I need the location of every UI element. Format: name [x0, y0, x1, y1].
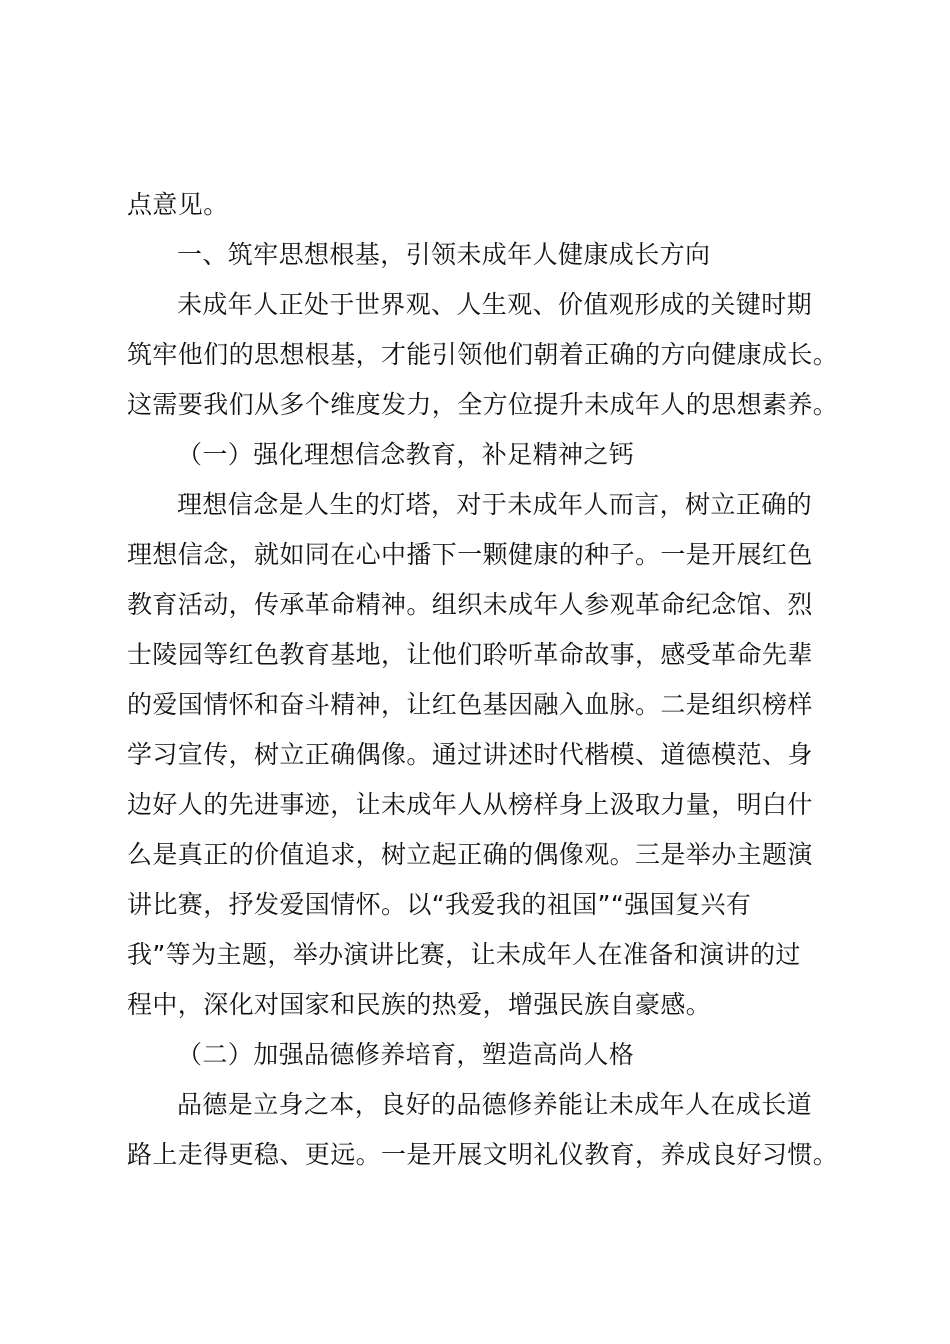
text-line: 未成年人正处于世界观、人生观、价值观形成的关键时期: [177, 290, 813, 319]
section-heading: 一、筑牢思想根基，引领未成年人健康成长方向: [177, 240, 711, 269]
subsection-heading: （一）强化理想信念教育，补足精神之钙: [177, 440, 635, 469]
text-line: 品德是立身之本，良好的品德修养能让未成年人在成长道: [177, 1090, 813, 1119]
text-line: 这需要我们从多个维度发力，全方位提升未成年人的思想素养。: [127, 390, 839, 419]
text-line: 程中，深化对国家和民族的热爱，增强民族自豪感。: [127, 990, 712, 1019]
text-line: 教育活动，传承革命精神。组织未成年人参观革命纪念馆、烈: [127, 590, 813, 619]
text-line: 边好人的先进事迹，让未成年人从榜样身上汲取力量，明白什: [127, 790, 813, 819]
subsection-heading: （二）加强品德修养培育，塑造高尚人格: [177, 1040, 635, 1069]
text-line: 学习宣传，树立正确偶像。通过讲述时代楷模、道德模范、身: [127, 740, 813, 769]
text-line: 筑牢他们的思想根基，才能引领他们朝着正确的方向健康成长。: [127, 340, 839, 369]
text-line: 我”等为主题，举办演讲比赛，让未成年人在准备和演讲的过: [127, 940, 801, 969]
text-line: 点意见。: [127, 190, 229, 219]
text-line: 么是真正的价值追求，树立起正确的偶像观。三是举办主题演: [127, 840, 813, 869]
text-line: 理想信念，就如同在心中播下一颗健康的种子。一是开展红色: [127, 540, 813, 569]
text-line: 路上走得更稳、更远。一是开展文明礼仪教育，养成良好习惯。: [127, 1140, 839, 1169]
text-line: 士陵园等红色教育基地，让他们聆听革命故事，感受革命先辈: [127, 640, 813, 669]
text-line: 讲比赛，抒发爱国情怀。以“我爱我的祖国”“强国复兴有: [127, 890, 752, 919]
text-line: 理想信念是人生的灯塔，对于未成年人而言，树立正确的: [177, 490, 813, 519]
text-line: 的爱国情怀和奋斗精神，让红色基因融入血脉。二是组织榜样: [127, 690, 813, 719]
